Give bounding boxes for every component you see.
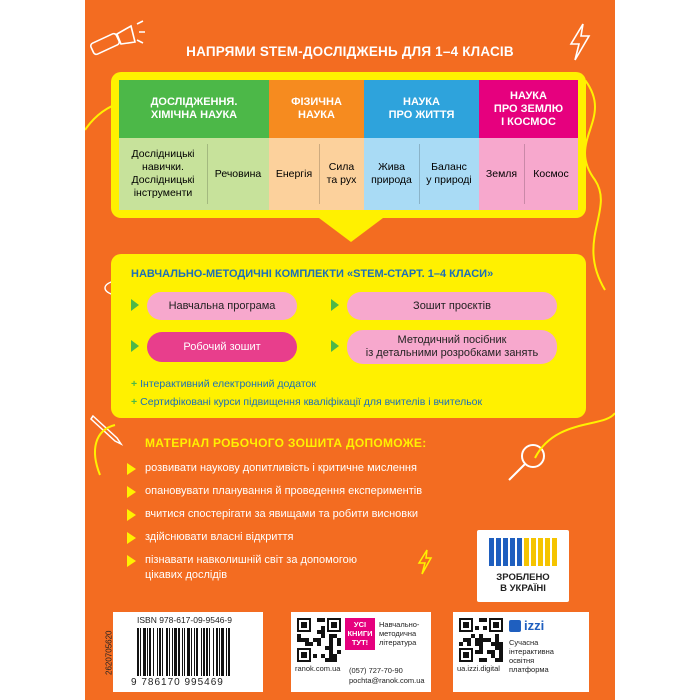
down-arrow-icon — [319, 218, 383, 242]
ranok-phone: (057) 727-70-90 — [349, 666, 403, 675]
material-item: розвивати наукову допитливість і критичне мислення — [145, 462, 417, 474]
izzi-label: Сучасна інтерактивна освітня платформа — [509, 638, 554, 674]
kits-title: НАВЧАЛЬНО-МЕТОДИЧНІ КОМПЛЕКТИ «STEM-СТАРТ. 1–4 КЛАСИ» — [131, 268, 494, 280]
ranok-url[interactable]: ranok.com.ua — [295, 664, 341, 673]
kit-curriculum: Навчальна програма — [147, 292, 297, 320]
material-item: здійснювати власні відкриття — [145, 531, 294, 543]
ranok-email[interactable]: pochta@ranok.com.ua — [349, 676, 425, 685]
topic-research-skills: Дослідницькі навички. Дослідницькі інструменти — [119, 138, 207, 210]
topic-living-nature: Жива природа — [364, 138, 419, 210]
direction-header-physics: ФІЗИЧНА НАУКА — [269, 80, 364, 138]
lightning-small-doodle-icon — [415, 548, 435, 576]
kit-teacher-guide: Методичний посібник із детальними розробками занять — [347, 330, 557, 364]
triangle-bullet-icon — [127, 509, 136, 521]
topic-nature-balance: Баланс у природі — [419, 138, 479, 210]
direction-header-life: НАУКА ПРО ЖИТТЯ — [364, 80, 479, 138]
izzi-url[interactable]: ua.izzi.digital — [457, 664, 500, 673]
book-back-cover — [85, 0, 615, 700]
material-item: опановувати планування й проведення експериментів — [145, 485, 423, 497]
material-title: МАТЕРІАЛ РОБОЧОГО ЗОШИТА ДОПОМОЖЕ: — [145, 436, 427, 450]
material-item: вчитися спостерігати за явищами та робити висновки — [145, 508, 419, 520]
kit-workbook: Робочий зошит — [147, 332, 297, 362]
izzi-logo — [509, 618, 544, 633]
qr-code-icon[interactable] — [297, 618, 341, 662]
triangle-bullet-icon — [131, 299, 139, 311]
made-in-ukraine-stripes-icon — [477, 532, 569, 572]
izzi-logo-mark-icon — [509, 620, 521, 632]
page-title: НАПРЯМИ STEM-ДОСЛІДЖЕНЬ ДЛЯ 1–4 КЛАСІВ — [186, 44, 514, 59]
kits-panel — [111, 254, 586, 418]
divider — [319, 144, 320, 204]
topic-force-motion: Сила та рух — [319, 138, 364, 210]
izzi-logo-text: izzi — [524, 618, 545, 633]
topic-substance: Речовина — [207, 138, 269, 210]
kit-project-notebook: Зошит проєктів — [347, 292, 557, 320]
ranok-label: Навчально- методична література — [379, 620, 420, 647]
direction-header-earth-space: НАУКА ПРО ЗЕМЛЮ І КОСМОС — [479, 80, 578, 138]
made-in-ukraine-badge — [477, 530, 569, 602]
directions-grid — [119, 80, 578, 210]
triangle-bullet-icon — [127, 486, 136, 498]
triangle-bullet-icon — [331, 340, 339, 352]
triangle-bullet-icon — [131, 340, 139, 352]
extra-teacher-courses: + Сертифіковані курси підвищення кваліфікації для вчителів і вчительок — [131, 396, 483, 408]
divider — [207, 144, 208, 204]
ranok-badge: УСІ КНИГИ ТУТ! — [345, 618, 375, 650]
qr-code-icon[interactable] — [459, 618, 503, 662]
ranok-box — [291, 612, 431, 692]
direction-header-chemistry: ДОСЛІДЖЕННЯ. ХІМІЧНА НАУКА — [119, 80, 269, 138]
isbn-text: ISBN 978-617-09-9546-9 — [137, 615, 232, 625]
barcode-icon — [135, 628, 257, 676]
triangle-bullet-icon — [127, 555, 136, 567]
triangle-bullet-icon — [127, 532, 136, 544]
triangle-bullet-icon — [331, 299, 339, 311]
barcode-box — [104, 612, 263, 692]
stem-directions-panel — [111, 72, 586, 218]
barcode-digits: 9 786170 995469 — [131, 677, 224, 688]
topic-space: Космос — [524, 138, 578, 210]
topic-energy: Енергія — [269, 138, 319, 210]
divider — [524, 144, 525, 204]
material-item: пізнавати навколишній світ за допомогою цікавих дослідів — [145, 554, 357, 581]
extra-interactive-app: + Інтерактивний електронний додаток — [131, 378, 316, 390]
triangle-bullet-icon — [127, 463, 136, 475]
topic-earth: Земля — [479, 138, 524, 210]
divider — [419, 144, 420, 204]
barcode-side-number: 2620705620 — [104, 630, 114, 675]
made-in-ukraine-text: ЗРОБЛЕНО В УКРАЇНІ — [496, 572, 550, 594]
izzi-box — [453, 612, 589, 692]
bracket-doodle — [85, 420, 125, 480]
